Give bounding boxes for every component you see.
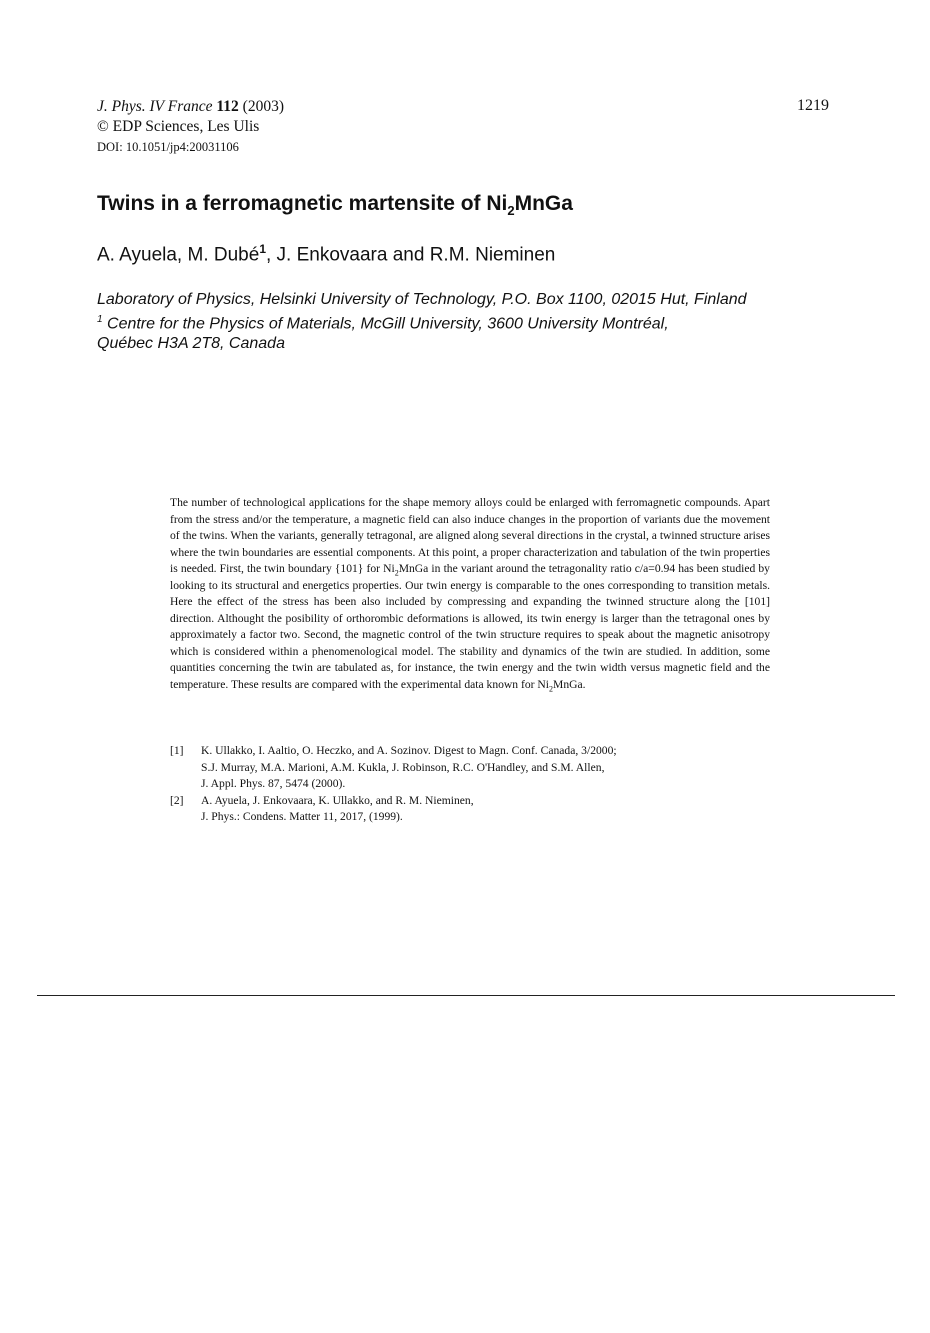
journal-citation [97, 97, 284, 117]
affiliations [97, 290, 747, 354]
page-number: 1219 [797, 97, 829, 114]
affiliation-2 [97, 310, 747, 334]
abstract-part1: The number of technological applications for the shape memory alloys could be enlarged with ferromagnetic compounds. Apart from the stress and/or the temperature, a magnetic field can also induce changes in the proportion of variants due the movement of the twins. When the variants, generally tetragonal, are aligned along several directions in the crystal, a twinned structure arises where the twin boundaries are essential components. At this point, a proper characterization and tabulation of the twin properties is needed. First, the twin boundary {101} for Ni [170, 496, 770, 575]
abstract [170, 495, 770, 693]
abstract-part3: MnGa. [553, 677, 586, 691]
title-tail: MnGa [514, 192, 573, 215]
publisher: © EDP Sciences, Les Ulis [97, 118, 260, 135]
reference-body [201, 743, 617, 793]
author-affiliation-mark: 1 [259, 242, 266, 256]
doi: DOI: 10.1051/jp4:20031106 [97, 140, 239, 154]
title-subscript: 2 [507, 203, 515, 219]
journal-name: J. Phys. IV France [97, 98, 213, 115]
reference-line: K. Ullakko, I. Aaltio, O. Heczko, and A. Sozinov. Digest to Magn. Conf. Canada, 3/2000; [201, 744, 617, 757]
abstract-part2: MnGa in the variant around the tetragonality ratio c/a=0.94 has been studied by looking to its structural and energetics properties. Our twin energy is comparable to the ones corresponding to transition metals. Here the effect of the stress has been also included by compressing and expanding the twinned structure along the [101] direction. Althought the posibility of orthorombic deformations is allowed, its twin energy is larger than the tetragonal ones by approximately a factor two. Second, the magnetic control of the twin structure requires to speak about the magnetic anisotropy which is considered within a phenomenological model. The stability and dynamics of the twin are studied. In addition, some quantities concerning the twin are tabulated as, for instance, the twin energy and the twin width versus magnetic field and the temperature. These results are compared with the experimental data known for Ni [170, 562, 770, 691]
affiliation-2-text: Centre for the Physics of Materials, McGill University, 3600 University Montréal, [102, 315, 669, 333]
abstract-subscript-2: 2 [549, 683, 554, 693]
affiliation-2-cont: Québec H3A 2T8, Canada [97, 335, 285, 353]
author-list [97, 242, 555, 266]
reference-line: A. Ayuela, J. Enkovaara, K. Ullakko, and R. M. Nieminen, [201, 793, 474, 807]
authors-part2: , J. Enkovaara and R.M. Nieminen [266, 244, 556, 266]
journal-volume: 112 [216, 98, 239, 115]
reference-number: [1] [170, 744, 184, 757]
authors-part1: A. Ayuela, M. Dubé [97, 244, 260, 266]
journal-header [97, 97, 284, 157]
reference-list [170, 743, 790, 826]
reference-item [170, 743, 790, 793]
title-main: Twins in a ferromagnetic martensite of Ni [97, 192, 508, 215]
abstract-subscript-1: 2 [394, 568, 399, 578]
reference-line: J. Phys.: Condens. Matter 11, 2017, (1999). [201, 810, 403, 823]
journal-year: (2003) [242, 98, 284, 115]
paper-title [97, 192, 573, 218]
reference-body [201, 793, 474, 826]
reference-line: J. Appl. Phys. 87, 5474 (2000). [201, 777, 346, 790]
reference-item [170, 793, 790, 826]
reference-number: [2] [170, 793, 184, 807]
affiliation-1: Laboratory of Physics, Helsinki University of Technology, P.O. Box 1100, 02015 Hut, Finland [97, 291, 747, 308]
affiliation-2-mark: 1 [97, 314, 103, 325]
page-divider [37, 995, 895, 996]
reference-line: S.J. Murray, M.A. Marioni, A.M. Kukla, J. Robinson, R.C. O'Handley, and S.M. Allen, [201, 760, 605, 774]
